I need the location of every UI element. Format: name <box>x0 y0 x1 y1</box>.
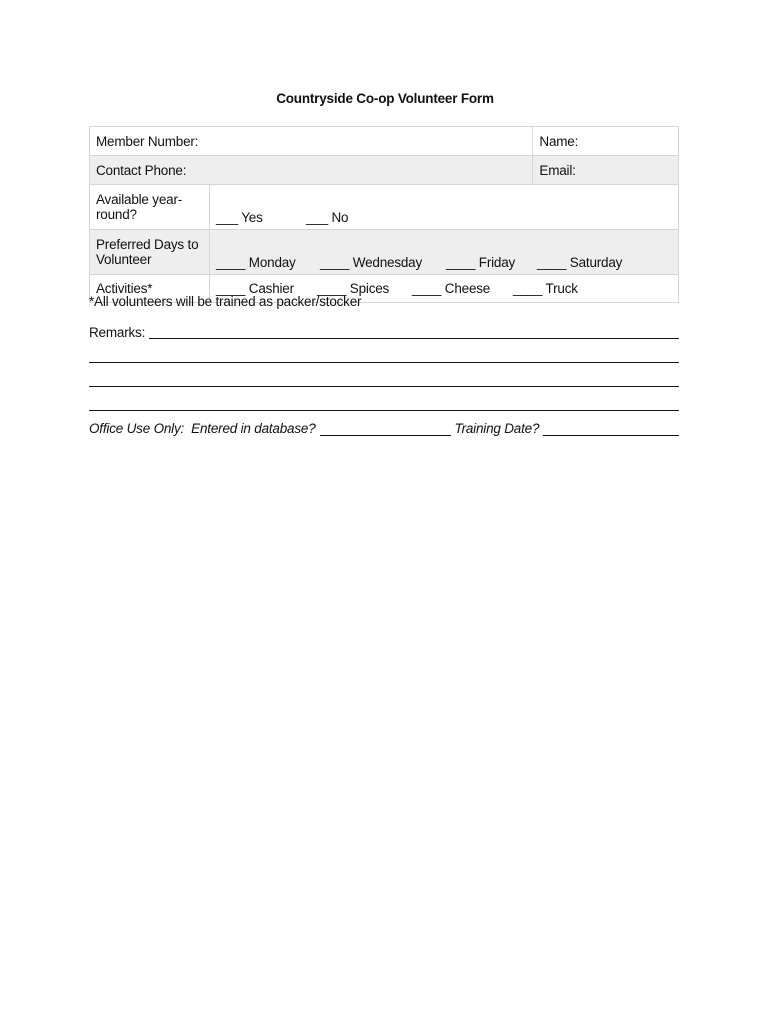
database-entry-line[interactable] <box>320 422 451 436</box>
office-use-label: Office Use Only: Entered in database? <box>89 421 316 436</box>
training-date-line[interactable] <box>543 422 679 436</box>
member-number-field[interactable]: Member Number: <box>90 127 533 156</box>
option-wednesday[interactable]: ____ Wednesday <box>320 255 423 270</box>
preferred-days-label: Preferred Days to Volunteer <box>90 230 210 275</box>
option-friday[interactable]: ____ Friday <box>446 255 516 270</box>
contact-phone-field[interactable]: Contact Phone: <box>90 156 533 185</box>
option-monday[interactable]: ____ Monday <box>216 255 296 270</box>
activities-label: Activities* <box>90 275 210 303</box>
remarks-line[interactable] <box>89 410 679 411</box>
office-use-row <box>89 421 679 436</box>
option-cheese[interactable]: ____ Cheese <box>412 281 491 296</box>
name-field[interactable]: Name: <box>533 127 679 156</box>
available-options <box>210 185 679 230</box>
option-yes[interactable]: ___ Yes <box>216 210 263 225</box>
option-truck[interactable]: ____ Truck <box>513 281 578 296</box>
remarks-row <box>89 325 679 340</box>
available-label: Available year-round? <box>90 185 210 230</box>
option-no[interactable]: ___ No <box>306 210 349 225</box>
email-field[interactable]: Email: <box>533 156 679 185</box>
remarks-line[interactable] <box>149 325 679 339</box>
remarks-line[interactable] <box>89 386 679 387</box>
option-cashier[interactable]: ____ Cashier <box>216 281 294 296</box>
footnote: *All volunteers will be trained as packer/stocker <box>89 294 362 309</box>
page-title: Countryside Co-op Volunteer Form <box>276 91 494 106</box>
training-date-label: Training Date? <box>454 421 540 436</box>
remarks-line[interactable] <box>89 362 679 363</box>
option-spices[interactable]: ____ Spices <box>317 281 390 296</box>
option-saturday[interactable]: ____ Saturday <box>537 255 623 270</box>
preferred-days-options <box>210 230 679 275</box>
remarks-label: Remarks: <box>89 325 146 340</box>
volunteer-form-table <box>89 126 679 303</box>
